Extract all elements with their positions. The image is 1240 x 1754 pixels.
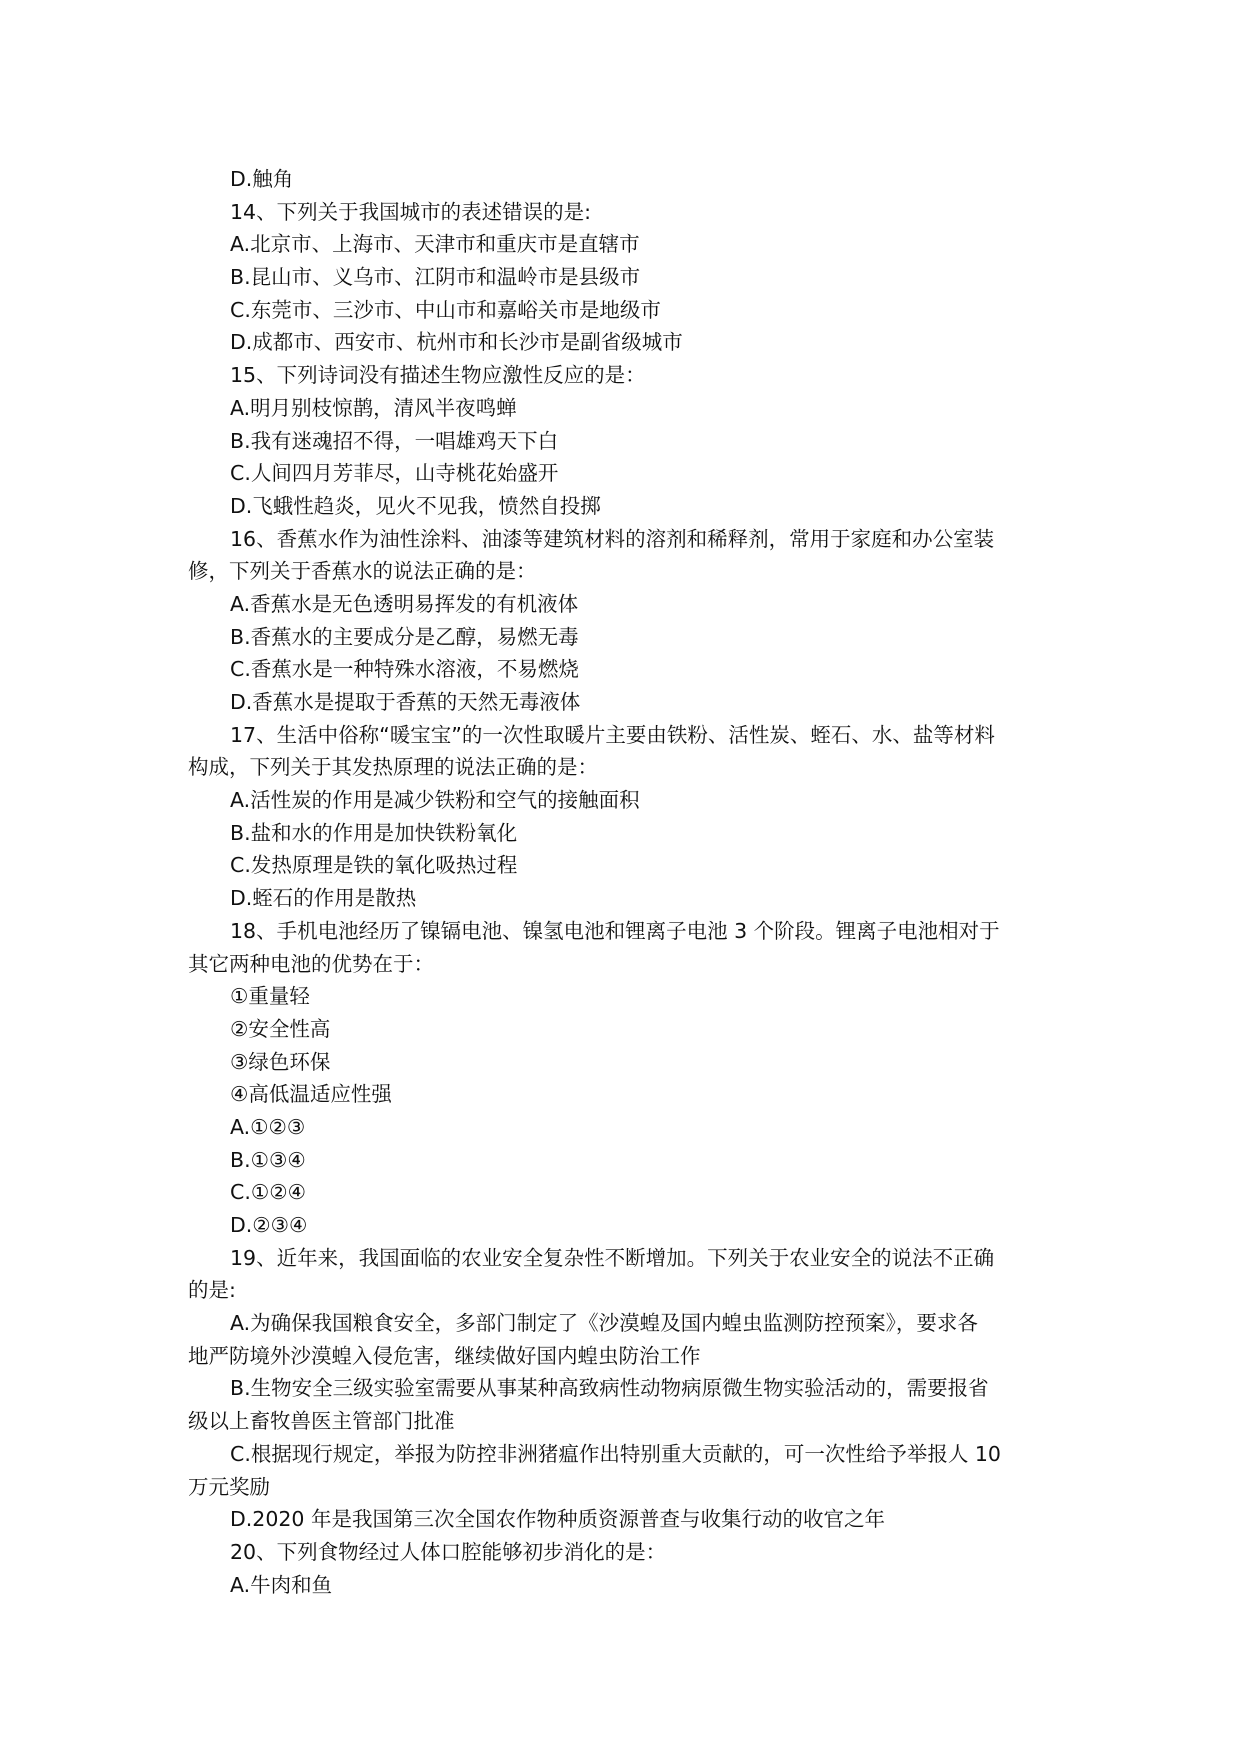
text-line: 级以上畜牧兽医主管部门批准 xyxy=(188,1409,455,1434)
text-line: ②安全性高 xyxy=(230,1016,331,1041)
text-line: ③绿色环保 xyxy=(230,1049,331,1074)
text-line: 16、香蕉水作为油性涂料、油漆等建筑材料的溶剂和稀释剂，常用于家庭和办公室装 xyxy=(230,526,995,551)
text-line: D.成都市、西安市、杭州市和长沙市是副省级城市 xyxy=(230,330,683,355)
text-line: B.生物安全三级实验室需要从事某种高致病性动物病原微生物实验活动的，需要报省 xyxy=(230,1376,989,1401)
text-line: D.触角 xyxy=(230,167,294,191)
text-line: 其它两种电池的优势在于： xyxy=(188,951,434,976)
text-line: D.2020 年是我国第三次全国农作物种质资源普查与收集行动的收官之年 xyxy=(230,1507,885,1532)
text-line: 构成，下列关于其发热原理的说法正确的是： xyxy=(188,755,598,780)
text-line: 修，下列关于香蕉水的说法正确的是： xyxy=(188,559,537,584)
text-line: 19、近年来，我国面临的农业安全复杂性不断增加。下列关于农业安全的说法不正确 xyxy=(230,1245,995,1270)
text-line: 17、生活中俗称“暖宝宝”的一次性取暖片主要由铁粉、活性炭、蛭石、水、盐等材料 xyxy=(230,722,995,747)
text-line: ①重量轻 xyxy=(230,984,310,1009)
text-line: A.明月别枝惊鹊，清风半夜鸣蝉 xyxy=(230,395,517,420)
text-line: D.飞蛾性趋炎，见火不见我，愤然自投掷 xyxy=(230,493,601,518)
text-line: 14、下列关于我国城市的表述错误的是: xyxy=(230,199,591,224)
text-line: A.牛肉和鱼 xyxy=(230,1572,333,1597)
text-line: 18、手机电池经历了镍镉电池、镍氢电池和锂离子电池 3 个阶段。锂离子电池相对于 xyxy=(230,918,1000,943)
text-line: C.香蕉水是一种特殊水溶液，不易燃烧 xyxy=(230,657,579,682)
text-line: C.发热原理是铁的氧化吸热过程 xyxy=(230,853,518,878)
text-line: 万元奖励 xyxy=(188,1474,270,1499)
text-line: B.盐和水的作用是加快铁粉氧化 xyxy=(230,820,518,845)
text-line: B.①③④ xyxy=(230,1147,306,1172)
text-line: 的是: xyxy=(188,1278,236,1303)
text-line: B.昆山市、义乌市、江阴市和温岭市是县级市 xyxy=(230,265,641,290)
text-line: A.①②③ xyxy=(230,1114,306,1139)
text-line: A.香蕉水是无色透明易挥发的有机液体 xyxy=(230,591,579,616)
text-line: C.人间四月芳菲尽，山寺桃花始盛开 xyxy=(230,461,559,486)
text-line: ④高低温适应性强 xyxy=(230,1082,392,1107)
text-line: C.根据现行规定，举报为防控非洲猪瘟作出特别重大贡献的，可一次性给予举报人 10 xyxy=(230,1441,1001,1466)
text-line: C.①②④ xyxy=(230,1180,306,1205)
text-line: B.香蕉水的主要成分是乙醇，易燃无毒 xyxy=(230,624,579,649)
text-line: 地严防境外沙漠蝗入侵危害，继续做好国内蝗虫防治工作 xyxy=(188,1343,701,1368)
text-line: A.活性炭的作用是减少铁粉和空气的接触面积 xyxy=(230,788,640,813)
text-line: 15、下列诗词没有描述生物应激性反应的是： xyxy=(230,363,646,388)
text-line: B.我有迷魂招不得，一唱雄鸡天下白 xyxy=(230,428,559,453)
text-line: D.香蕉水是提取于香蕉的天然无毒液体 xyxy=(230,690,581,714)
text-line: A.北京市、上海市、天津市和重庆市是直辖市 xyxy=(230,232,640,257)
text-line: A.为确保我国粮食安全，多部门制定了《沙漠蝗及国内蝗虫监测防控预案》，要求各 xyxy=(230,1311,978,1336)
text-line: C.东莞市、三沙市、中山市和嘉峪关市是地级市 xyxy=(230,297,661,322)
text-line: D.蛭石的作用是散热 xyxy=(230,886,417,911)
text-line: D.②③④ xyxy=(230,1213,308,1237)
text-line: 20、下列食物经过人体口腔能够初步消化的是： xyxy=(230,1539,667,1564)
